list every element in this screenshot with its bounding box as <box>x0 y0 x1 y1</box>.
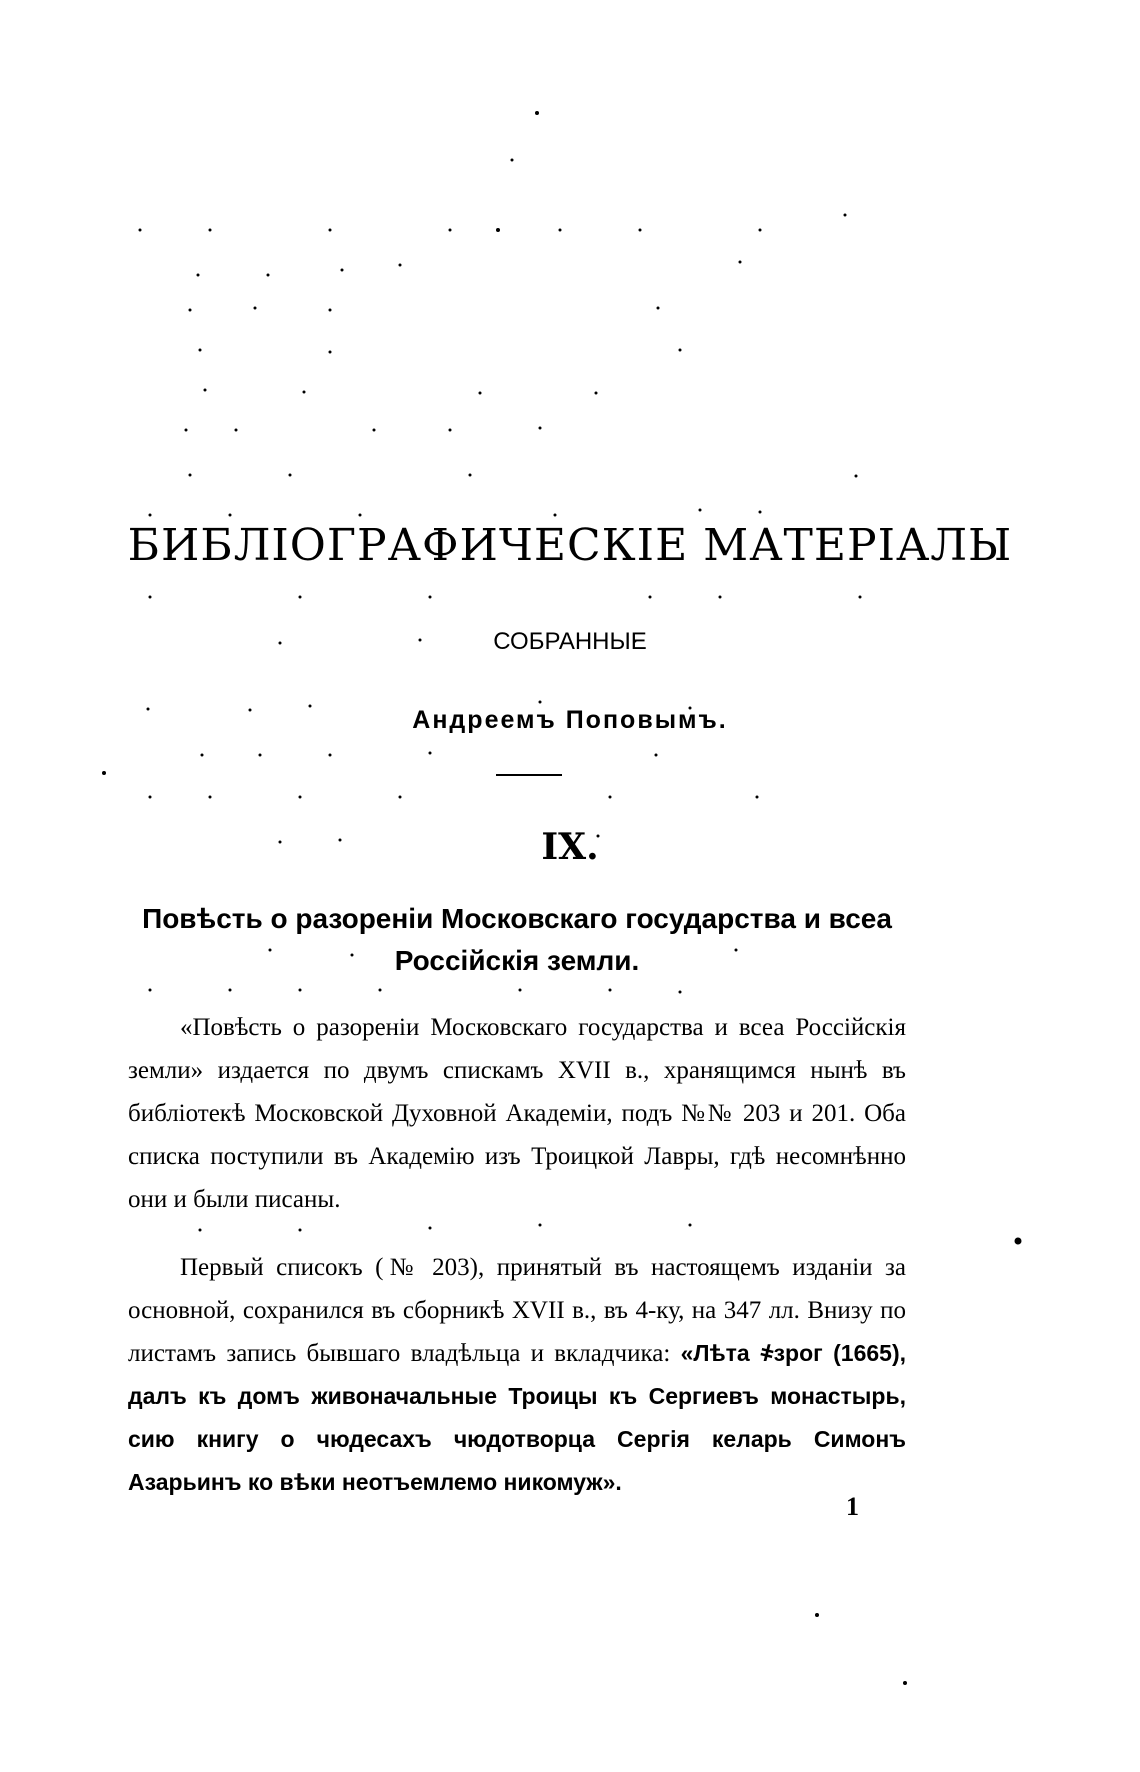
page-title: БИБЛІОГРАФИЧЕСКІЕ МАТЕРІАЛЫ <box>127 520 1013 571</box>
subtitle: СОБРАННЫЕ <box>493 628 647 655</box>
paragraph-description-text: Первый списокъ (№ 203), принятый въ настоящемъ изданіи за основной, сохранился въ сборникѣ XVII в., въ 4-ку, на 347 лл. Внизу по листамъ запись бывшаго владѣльца и вкладчика: <box>128 1254 906 1367</box>
title-divider <box>496 774 562 776</box>
section-heading: Повѣсть о разореніи Московскаго государства и всеа Россійскія земли. <box>142 903 892 976</box>
paragraph-intro: «Повѣсть о разореніи Московскаго государства и всеа Россійскія земли» издается по двумъ спискамъ XVII в., хранящимся нынѣ въ библіотекѣ Московской Духовной Академіи, подъ №№ 203 и 201. Оба списка поступили въ Академію изъ Троицкой Лавры, гдѣ несомнѣнно они и были писаны. <box>128 1014 906 1213</box>
author-name: Андреемъ Поповымъ. <box>412 706 728 734</box>
section-number: IX. <box>541 826 599 868</box>
paragraph-description <box>128 1246 906 1504</box>
page-number: 1 <box>846 1492 859 1521</box>
inscription-quote: «Лѣта ҂зрог (1665), далъ къ домъ живоначальные Троицы къ Сергиевъ монастырь, сию книгу о чюдесахъ чюдотворца Сергія келарь Симонъ Азарьинъ ко вѣки неотъемлемо никомуж». <box>128 1340 907 1495</box>
